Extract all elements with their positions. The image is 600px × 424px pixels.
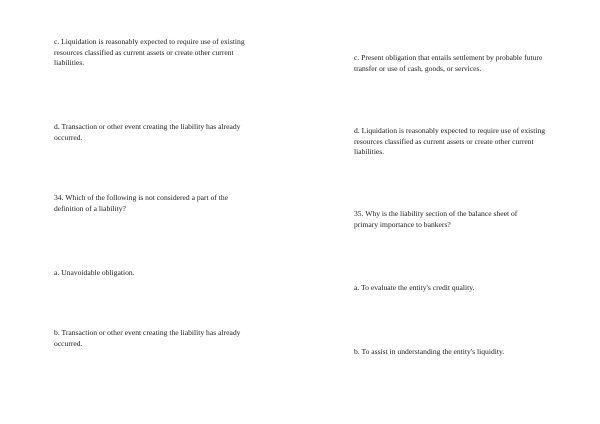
question-34-option-b: b. Transaction or other event creating the liability has already occurred. <box>54 328 241 348</box>
right-option-d: d. Liquidation is reasonably expected to require use of existing resources classified as current assets or create other current liabilities. <box>354 126 546 157</box>
question-35-option-a: a. To evaluate the entity's credit quality. <box>354 283 475 292</box>
left-option-d: d. Transaction or other event creating the liability has already occurred. <box>54 122 241 142</box>
question-35-option-b: b. To assist in understanding the entity's liquidity. <box>354 347 505 356</box>
question-35: 35. Why is the liability section of the balance sheet of primary importance to bankers? <box>354 209 518 229</box>
question-34: 34. Which of the following is not considered a part of the definition of a liability? <box>54 193 229 213</box>
right-option-c: c. Present obligation that entails settlement by probable future transfer or use of cash, goods, or services. <box>354 53 543 73</box>
question-34-option-a: a. Unavoidable obligation. <box>54 268 135 277</box>
left-option-c: c. Liquidation is reasonably expected to require use of existing resources classified as current assets or create other current liabilities. <box>54 37 245 68</box>
